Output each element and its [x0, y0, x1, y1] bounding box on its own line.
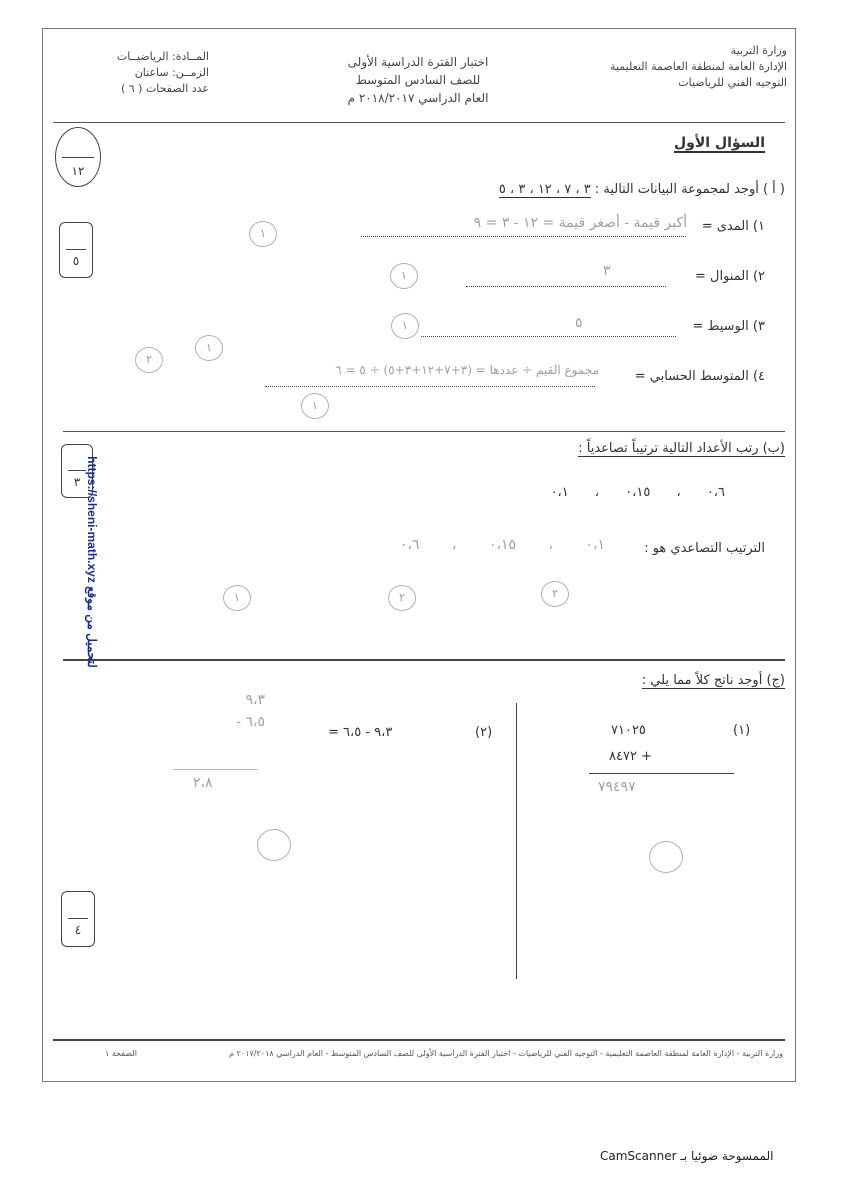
median-answer: ٥	[575, 315, 583, 331]
problem1-top: ٧١٠٢٥	[611, 723, 646, 738]
page-count-label: عدد الصفحات ( ٦ )	[120, 82, 209, 95]
section-b-numbers: ٠،٦ ، ٠،١٥ ، ٠،١	[550, 485, 725, 500]
footer-text: وزارة التربية - الإدارة العامة لمنطقة العاصمة التعليمية - التوجيه الفني للرياضيات - اختبار الفترة الدراسية الأولى للصف السادس المتوسط - العام الدراسي ٢٠١٧/٢٠١٨ م	[229, 1049, 783, 1058]
total-score-oval	[55, 127, 101, 187]
section-b-prompt: (ب) رتب الأعداد التالية ترتيباً تصاعدياً :	[578, 441, 785, 456]
header-divider	[53, 122, 785, 123]
section-c-score-box	[61, 891, 95, 947]
order-answer: ٠،١ ، ٠،١٥ ، ٠،٦	[399, 537, 605, 553]
exam-title: اختبار الفترة الدراسية الأولى	[347, 55, 489, 69]
range-answer: أكبر قيمة - أصغر قيمة = ١٢ - ٣ = ٩	[473, 215, 687, 231]
order-label: الترتيب التصاعدي هو :	[644, 541, 765, 556]
section-a-prompt	[325, 182, 785, 197]
section-b-divider	[63, 659, 785, 661]
mean-line	[265, 386, 595, 387]
mode-answer: ٣	[603, 263, 611, 279]
mark-order-2: ٢	[388, 585, 416, 611]
footer-divider	[53, 1039, 785, 1041]
school-year: العام الدراسي ٢٠١٨/٢٠١٧ م	[347, 91, 489, 105]
median-label: ٣) الوسيط =	[692, 319, 765, 334]
header-center	[288, 53, 548, 107]
mark-mean-2: ١	[195, 335, 223, 361]
problem2-expression: ٩،٣ - ٦،٥ =	[328, 725, 393, 740]
directorate-name: الإدارة العامة لمنطقة العاصمة التعليمية	[610, 60, 787, 73]
problem2-working: ٩،٣ - ٦،٥	[236, 692, 265, 730]
mark-problem2	[257, 829, 291, 861]
range-line	[361, 236, 686, 237]
problem2-answer: ٢،٨	[193, 775, 213, 791]
subject-label: المــادة: الرياضيــات	[116, 50, 209, 63]
section-c-column-divider	[516, 703, 517, 979]
section-c-score: ٤	[74, 923, 82, 937]
mark-median: ١	[391, 313, 419, 339]
mode-label: ٢) المنوال =	[695, 269, 765, 284]
section-a-instruction: ( أ ) أوجد لمجموعة البيانات التالية :	[594, 182, 785, 197]
header-left	[59, 49, 209, 97]
mode-line	[466, 286, 666, 287]
problem1-sum-line	[589, 773, 734, 774]
mark-mean-3: ١	[301, 393, 329, 419]
question-title: السؤال الأول	[674, 135, 765, 151]
total-score: ١٢	[71, 164, 85, 178]
camscanner-label: الممسوحة ضوئيا بـ CamScanner	[600, 1149, 774, 1163]
header-right	[577, 43, 787, 91]
grade-name: للصف السادس المتوسط	[355, 73, 481, 87]
mark-problem1	[649, 841, 683, 873]
section-b-score: ٣	[73, 475, 81, 489]
problem2-working-line	[173, 769, 258, 770]
side-watermark-link[interactable]: https://sheni-math.xyz لتحميل من موقع	[85, 456, 99, 668]
mark-order-1: ١	[223, 585, 251, 611]
problem1-number: (١)	[733, 723, 751, 738]
section-c-prompt: (ج) أوجد ناتج كلاً مما يلي :	[641, 673, 785, 688]
exam-page	[42, 28, 796, 1082]
mean-label: ٤) المتوسط الحسابي =	[634, 369, 765, 384]
mark-range: ١	[249, 221, 277, 247]
footer-page-number: الصفحة ١	[105, 1049, 137, 1058]
mark-order-3: ٢	[541, 581, 569, 607]
problem1-bottom: + ٨٤٧٢	[609, 749, 652, 764]
problem2-number: (٢)	[475, 725, 493, 740]
section-a-score: ٥	[72, 254, 80, 268]
dataset: ٣ ، ٧ ، ١٢ ، ٣ ، ٥	[498, 182, 591, 197]
ministry-name: وزارة التربية	[730, 44, 787, 57]
median-line	[421, 336, 676, 337]
section-a-divider	[63, 431, 785, 432]
mark-mode: ١	[390, 263, 418, 289]
mean-answer: مجموع القيم ÷ عددها = (٣+٧+١٢+٣+٥) ÷ ٥ = ٦	[335, 363, 599, 377]
section-a-score-box	[59, 222, 93, 278]
range-label: ١) المدى =	[701, 219, 765, 234]
mark-mean-1: ٢	[135, 347, 163, 373]
problem1-answer: ٧٩٤٩٧	[598, 779, 636, 795]
duration-label: الزمــن: ساعتان	[134, 66, 209, 79]
department-name: التوجيه الفني للرياضيات	[678, 76, 787, 89]
